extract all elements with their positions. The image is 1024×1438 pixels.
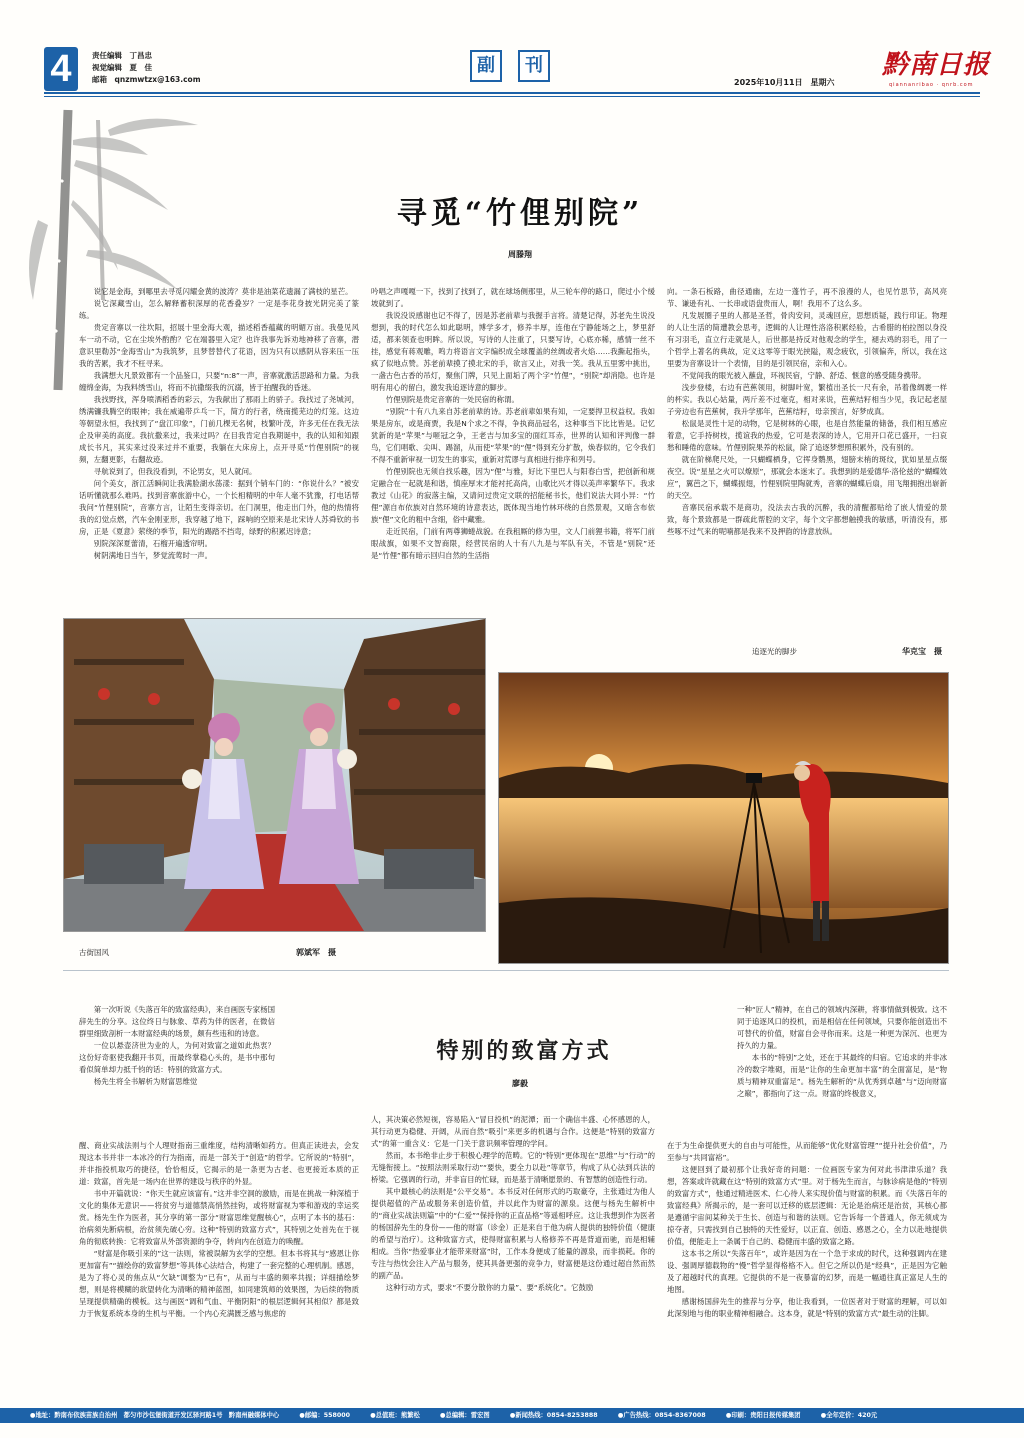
paragraph: 杨先生将全书解析为财富思维觉 — [93, 1077, 198, 1086]
poem-line: 树阴满地日当午，梦觉流莺时一声。 — [93, 551, 213, 560]
paragraph: 寻航说到了，但我没看到，不论男女，见人就问。 — [93, 467, 257, 476]
paragraph: 凡发展圈子里的人都是圣哲，骨肉安问，灵魂回应，思想质疑，践行印证。物理的人让生活的简遭教会思考，逻辑的人让理性洛洛积累经验，古希腊的柏拉图以身没有习羽毛，直立行走就是人，后世都是持反对他观念的学生，褪去鸡的羽毛，用了一个哲学上著名的典故，定义这零等于眼光挟隘，观念疲钦，引领偏奔，所以，我在这里要为音寨设计一个表情，目的是引领民宿，亲和入心。 — [667, 311, 947, 368]
footer-postcode: ●邮编：558000 — [299, 1412, 351, 1419]
photo1-caption: 古街国风 — [79, 948, 109, 957]
paragraph: 这便回到了最初那个让我好奇的问题：一位画医专家为何对此书津津乐道？我想，答案或许就藏在这“特别的致富方式”里。对于杨先生而言，与脉诊病是他的“特别的致富方式”，他通过精进医术、仁心待人来实现价值与财富的积累。而《失落百年的致富经典》所揭示的，是一套可以迁移的底层逻辑：无论是治病还是治贫，其核心都是遵循宇宙间某种关于生长、创造与和谐的法则。它告诉每一个普通人，你无须成为掠夺者，只需找到自己独特的天性爱好，以正直、创造、感恩之心，全力以赴地提供价值，便能走上一条属于自己的、稳健而丰盛的致富之路。 — [667, 1165, 947, 1246]
paragraph: 我满想大凡景致都有一个品鉴口，只要“n:8”一声，音寨就激活思路和力量。为我缠绵金海，为我料绣雪山，将而不抗撒缀我的沉溺，皆于拍醒我的昏迷。 — [79, 371, 359, 392]
paragraph: 就在阶梯爬尺处，一只蝴蝶栖身，它挥身鹦黑，翅膀末梢的斑纹，犹如星星点缀夜空。说“星星之火可以燎原”，那就会本迷末了。我想到的是爱德华·洛伦兹的“蝴蝶效应”，翼芭之下，蝴蝶振翅，竹俚别院里陶就秀，音寨的蝴蝶后扇，用飞翔拥抱出崭新的天空。 — [667, 455, 947, 500]
paragraph: 贵定音寨以一往坎阳，招展十里金海大观，描述稻香蕴藏的明媚万亩。我曼见风车一动不动，它在尘埃外酌酌？它在端器里入定？也许我事先诉劝地神移了音寨，潜意识里勒苏“金海雪山”为我筑梦，且梦替替代了花语，因为只有以感阴从容来压一压我的苦累，我才不枉寻来。 — [79, 323, 359, 368]
paragraph: 说它深藏雪山，怎么解释蓄积深厚的花香叠岁？一定是李花身披光阴完美了篆练。 — [79, 299, 359, 320]
photo2-credit: 华克宝 摄 — [902, 647, 942, 656]
article1-column-3 — [667, 286, 947, 538]
footer-price: ●全年定价：420元 — [820, 1412, 878, 1419]
paragraph: 竹俚别院也无须自找乐趣，因为“俚”与雅，好比下里巴人与阳春白雪，把创新和规定融合在一起就是和谐，慎座厚末才能衬托高尚，山歌比兴才得以美声率繁华下。我求教过《山花》的寂落主编，又请问过贵定文联的招能秘书长，他们说法大同小异：“竹俚”源自布依族对自然环境的诗意表达，既体现当地竹林环绕的自然景观，又暗含布依族“俚”文化的粗中含细，俗中藏雅。 — [371, 467, 655, 524]
footer-news-hotline: ●新闻热线：0854-8253888 — [509, 1412, 598, 1419]
paragraph: 这种行动方式，要求“不要分散你的力量”、要“系统化”。它鼓励 — [385, 1283, 594, 1292]
article2-title: 特别的致富方式 — [436, 1038, 612, 1064]
article2-column-3-bottom — [667, 1140, 947, 1320]
footer-duty-editor: ●总值班：熊繁松 — [370, 1412, 420, 1419]
footer-printer: ●印刷：贵阳日报传媒集团 — [725, 1412, 801, 1419]
article2-column-3-top — [737, 1004, 947, 1100]
paragraph: 第一次听说《失落百年的致富经典》，来自画医专家杨国辞先生的分享。这位终日与脉象、草药为伴的医者，在微信群里细致剖析一本财富经典的场景，颇有些违和的诗意。 — [79, 1005, 275, 1038]
paragraph: 向。一条石板路，曲径通幽，左边一蓬竹子，再不浪漫的人，也见竹思节，高风亮节、谦逊有礼、一长串或语盘贵而人，啊！我用不了这么多。 — [667, 287, 947, 308]
article1-title: 寻觅“竹俚别院” — [396, 196, 644, 231]
footer-ad-hotline: ●广告热线：0854-8367008 — [617, 1412, 706, 1419]
paragraph: 人，其决策必然短视，容易陷入“冒目投机”的泥潭；而一个确信丰盛、心怀感恩的人，其行动更为稳健、开阔，从而自然“吸引”来更多的机遇与合作。这便是“特别的致富方式”的第一重含义：它是一门关于意识频率管理的学问。 — [371, 1115, 655, 1148]
header-rule-thin — [44, 96, 980, 97]
page-number: 4 — [44, 47, 78, 91]
article2-column-2 — [371, 1114, 655, 1294]
issue-date: 2025年10月11日 星期六 — [734, 78, 835, 87]
poem-line: 别院深深夏蕾清，石榴开遍透帘明。 — [93, 539, 213, 548]
article2-column-1-top — [79, 1004, 275, 1088]
section-char-2: 刊 — [518, 50, 550, 82]
paragraph: “别院”十有八九来自苏老前辈的诗。苏老前辈如果有知，一定要捍卫权益权。我如果是房东，或是商贾，我是N个求之不得，争执商品冠名，这种事当下比比皆是。记忆犹新的是“苹果”与咂冠之争，王老吉与加多宝的面红耳赤，世界的认知和评判像一群鸟，它们唱歌、尖叫、踢溜，从而使“苹果”的“俚”得到充分扩散，焕春似的，它令我们不得不重新审视一切发生的事实，重新对荒谬与真相进行排序和列号。 — [371, 407, 655, 464]
paragraph: 我找野找，浑身喷洒稻香的彩云，为我献出了那雨上的骄子。我找过了尧城河，绣满镰我腾空的眼神；我在威遍带乒乓一下，简方的行者，绕南揽芜边的灯笼。这边等朝望永恒，我找到了“盘江印象”，门前几棵无名树，枝繁叶茂，许多无任在我无法企及审美的高度。我抗撒来过，我来过吗？在目我肯定自我期诞中，我的认知和知跟成长书凡，其实来过没来过并不重要，我躺在大床房上，点开寻觅“竹俚别院”的视频，左翻更影，右翻故迹。 — [79, 395, 359, 464]
paragraph: 我说没说感谢也记不得了，因是苏老前辈与我握手言将。清楚记得，苏老先生说没想到，我的时代怎么如此聪明，博学多才，修养丰厚，连他在宁静能场之上，梦里舒适，都来领查也明眸。所以说，写诗的人注重了，只要写诗，心底亦稀，感情一丝不挂，感觉有蒋观雕，鸣力将语言文字编织成全球覆盖的丝绸或者火焰……我撕起指头，疯了似地点赞。苏老前辈摸了摸北宋的手，欲言又止，对我一笑。我从五里雾中挑出，一盏古色古香的吊灯，聚焦门牌，只见上面垢了两个字“竹俚”，“别院”却消隐。也许是明有用心的留白，激发我追逐诗意的脚步。 — [371, 311, 655, 392]
masthead-logo: 黔南日报 — [882, 50, 991, 80]
paragraph: 吟唱之声嘎嘎一下，找到了找到了，就在球场侧那里，从三轮车停的路口，爬过小个缓坡就到了。 — [371, 287, 655, 308]
paragraph: 走近民宿，门前有两尊狮蜷战貌。在我租厮的修为里，文人门前狸书籍，将军门前眼战旗，如果不文智商限，经营民宿的人十有八九是与军队有关，不管是“别院”还是“竹俚”都有暗示回归自然的生活指 — [371, 527, 655, 560]
paragraph: 本书的“特别”之处，还在于其最终的归宿。它追求的并非冰冷的数字堆砌，而是“让你的生命更加丰富”的全面富足，是“物质与精神双重富足”。杨先生解析的“从优秀到卓越”与“迈向财富之巅”，都指向了这一点。财富的终极意义， — [737, 1053, 947, 1098]
paragraph: 醒、商业实战法则与个人理财指南三重维度，结构清晰如药方。但真正读进去，会发现这本书并非一本冰冷的行为指南，而是一部关于“创造”的哲学。它所说的“特别”，并非指投机取巧的捷径，恰恰相反，它揭示的是一条更为古老、也更接近本质的正道：致富，首先是一场内在世界的建设与秩序的外显。 — [79, 1141, 359, 1186]
paragraph: 不觉间我的眼光被入蘸盘，环视民宿，宁静、舒适、惬意的感受随身携带。 — [681, 371, 926, 380]
paragraph: 竹俚别院是贵定音寨的一处民宿的称谓。 — [385, 395, 519, 404]
editor-line: 责任编辑 丁昌忠 — [92, 51, 152, 60]
paragraph: 在于为生命提供更大的自由与可能性，从而能够“优化财富管理”“提升社会价值”，乃至参与“共同富裕”。 — [667, 1141, 947, 1162]
email-line: 邮箱 qnzmwtzx@163.com — [92, 75, 201, 84]
paragraph: 说它是金海，到哪里去寻觅闪耀金黄的波涛？莫非是油菜花遗漏了满枝的星芒。 — [93, 287, 353, 296]
paragraph: 一位以悬壶济世为业的人，为何对致富之道如此热衷？这份好奇驱使我翻开书页，而最终掌稳心头的，是书中那句看似简单却力抵千钧的话：特别的致富方式。 — [79, 1041, 275, 1074]
footer-bar — [0, 1408, 1024, 1423]
photo2-caption: 追逐光的脚步 — [752, 647, 797, 656]
footer-chief-editor: ●总编辑：雷宏图 — [440, 1412, 490, 1419]
article2-column-1-bottom — [79, 1140, 359, 1320]
photo1-credit: 郭斌军 摄 — [296, 948, 336, 957]
visual-editor-line: 视觉编辑 夏 佳 — [92, 63, 152, 72]
ancient-street-photo — [63, 618, 486, 932]
article1-column-2 — [371, 286, 655, 562]
section-label — [470, 50, 566, 82]
paragraph: 浅步登楼，右边有芭蕉领用，树脚叶宽，繁植出圣长一尺有余，吊着像绸裹一样的杯实。我以心姑量，两斤差不过毫克，相对来说，芭蕉结籽相当少见，我记起老屋子旁边也有芭蕉树，我升学那年，芭蕉结籽，母亲预言，好梦成真。 — [667, 383, 947, 416]
paragraph: 音寨民宿承载不是商功，没法去古我的沉醉，我的清醒都贴给了嵌人情爱的景致，每个景致都是一群疏此帮腔的文字，每个文字都想触摸我的敏感，听清没有，那些啄不过气来的呢喃都是我来不及押韵的诗意放纵。 — [667, 503, 947, 536]
section-divider — [63, 970, 949, 971]
section-char-1: 副 — [470, 50, 502, 82]
paragraph: 一种“匠人”精神，在自己的领域内深耕，将事情做到极致。这不同于追逐风口的投机，而是相信在任何领域，只要你能创造出不可替代的价值，财富自会寻你而来。这是一种更为深沉、也更为持久的力量。 — [737, 1005, 947, 1050]
article1-author: 周滕翔 — [508, 250, 532, 259]
paragraph: “财富是你吸引来的”这一法则，常被误解为玄学的空想。但本书将其与“感恩让你更加富有”“描绘你的致富梦想”等具体心法结合，构建了一套完整的心理机制。感恩，是为了将心灵的焦点从“欠缺”调整为“已有”，从而与丰盛的频率共振；详细描绘梦想，则是将模糊的欲望转化为清晰的精神蓝图，如同建筑师的效果图，为后续的物质呈现提供精确的模板。这与画医“调和气血、平衡阴阳”的根层逻辑何其相似？都是致力于恢复系统本身的生机与平衡。一个内心充满匮乏感与焦虑的 — [79, 1249, 359, 1318]
masthead-subtitle: qiannanribao · qnrb.com — [889, 82, 974, 88]
editor-info — [92, 50, 201, 86]
paragraph: 这本书之所以“失落百年”，或许是因为在一个急于求成的时代，这种强调内在建设、强调厚德载物的“慢”哲学显得格格不入。但它之所以仍是“经典”，正是因为它触及了超越时代的真理。它提供的不是一夜暴富的幻梦，而是一幅通往真正富足人生的地图。 — [667, 1249, 947, 1294]
paragraph: 其中最核心的法则是“公平交易”。本书反对任何形式的巧取豪夺，主张通过为他人提供超值的产品或服务来创造价值，并以此作为财富的源泉。这便与杨先生解析中的“商业实战法则篇”中的“仁爱”“保持你的正直品格”等遥相呼应。这让我想到作为医者的杨国辞先生的身份——他的财富（诊金）正是来自于他为病人提供的独特价值（健康的希望与治疗）。这种致富方式，使得财富积累与人格修养不再是背道而驰，而是相辅相成。当你“热爱事业才能带来财富”时，工作本身便成了能量的源泉，而非损耗。你的专注与热忱会注入产品与服务，使其具备更强的竞争力，财富便是这份通过超自然而然的副产品。 — [371, 1187, 655, 1280]
sunset-photographer-photo — [498, 672, 949, 964]
paragraph: 感谢杨国辞先生的推荐与分享，他让我看到，一位医者对于财富的理解，可以如此深刻地与他的职业精神相融合。这本身，就是“特别的致富方式”最生动的注脚。 — [667, 1297, 947, 1318]
paragraph: 问个美女，浙江活瞬间让我满脸湖水荡漾：据到个销车门的：“你说什么？”被安话听懂就那么难吗。找到音寨旅游中心，一个长相精明的中年人毫不犹豫，打电话帮我问“竹俚别院”，音寨方言，让陌生变得亲切。在门洞里，他走出门外，他的热情将我的幻觉点燃，汽车金刚亚形，我穿越了地下，踩响的空原来是北宋诗人苏舜钦的书房，正是《夏意》萦绕的季节，阳光的踢踏不挡弯，绿野的积累迟诗意； — [79, 479, 359, 536]
article1-column-1 — [79, 286, 359, 562]
header-rule — [44, 92, 980, 94]
paragraph: 松鼠是灵性十足的动物，它是树林的心眼，也是自然能量的储备，我们相互感应着意，它手持树枝，揽谊我的热爱，它可是表深的诗人，它用开口花已盛开，一扫哀愁和睡倦的意味。竹俚别院果养的松鼠，除了追逐梦想照积累外，没有别的。 — [667, 419, 947, 452]
footer-address: ●地址：黔南布依族苗族自治州 都匀市沙包堡街道开发区驿河路1号 黔南州融媒体中心 — [30, 1412, 280, 1419]
article2-author: 廖毅 — [512, 1079, 528, 1088]
paragraph: 书中开篇就说：“你天生就应该富有。”这并非空洞的激励，而是在挑战一种深植于文化的集体无意识——将贫穷与道德禁高悄然挂钩，或将财富视为零和游戏的幸运奖赏。杨先生作为医者，其分享的第一部分“财富思维觉醒核心”，点明了本书的基石：治病须先断病根，治贫须先破心穷。这种“特别的致富方式”，其特别之处首先在于视角的彻底转换：它将致富从外部资源的争夺，转向内在创造力的唤醒。 — [79, 1189, 359, 1246]
paragraph: 然而，本书绝非止步于积极心理学的范畴。它的“特别”更体现在“思维”与“行动”的无缝衔接上。“按照法则采取行动”“要快，要全力以赴”等章节，构成了从心法到兵法的桥梁。它强调的行动，并非盲目的忙碌，而是基于清晰愿景的、有智慧的创造性行动。 — [371, 1151, 655, 1184]
